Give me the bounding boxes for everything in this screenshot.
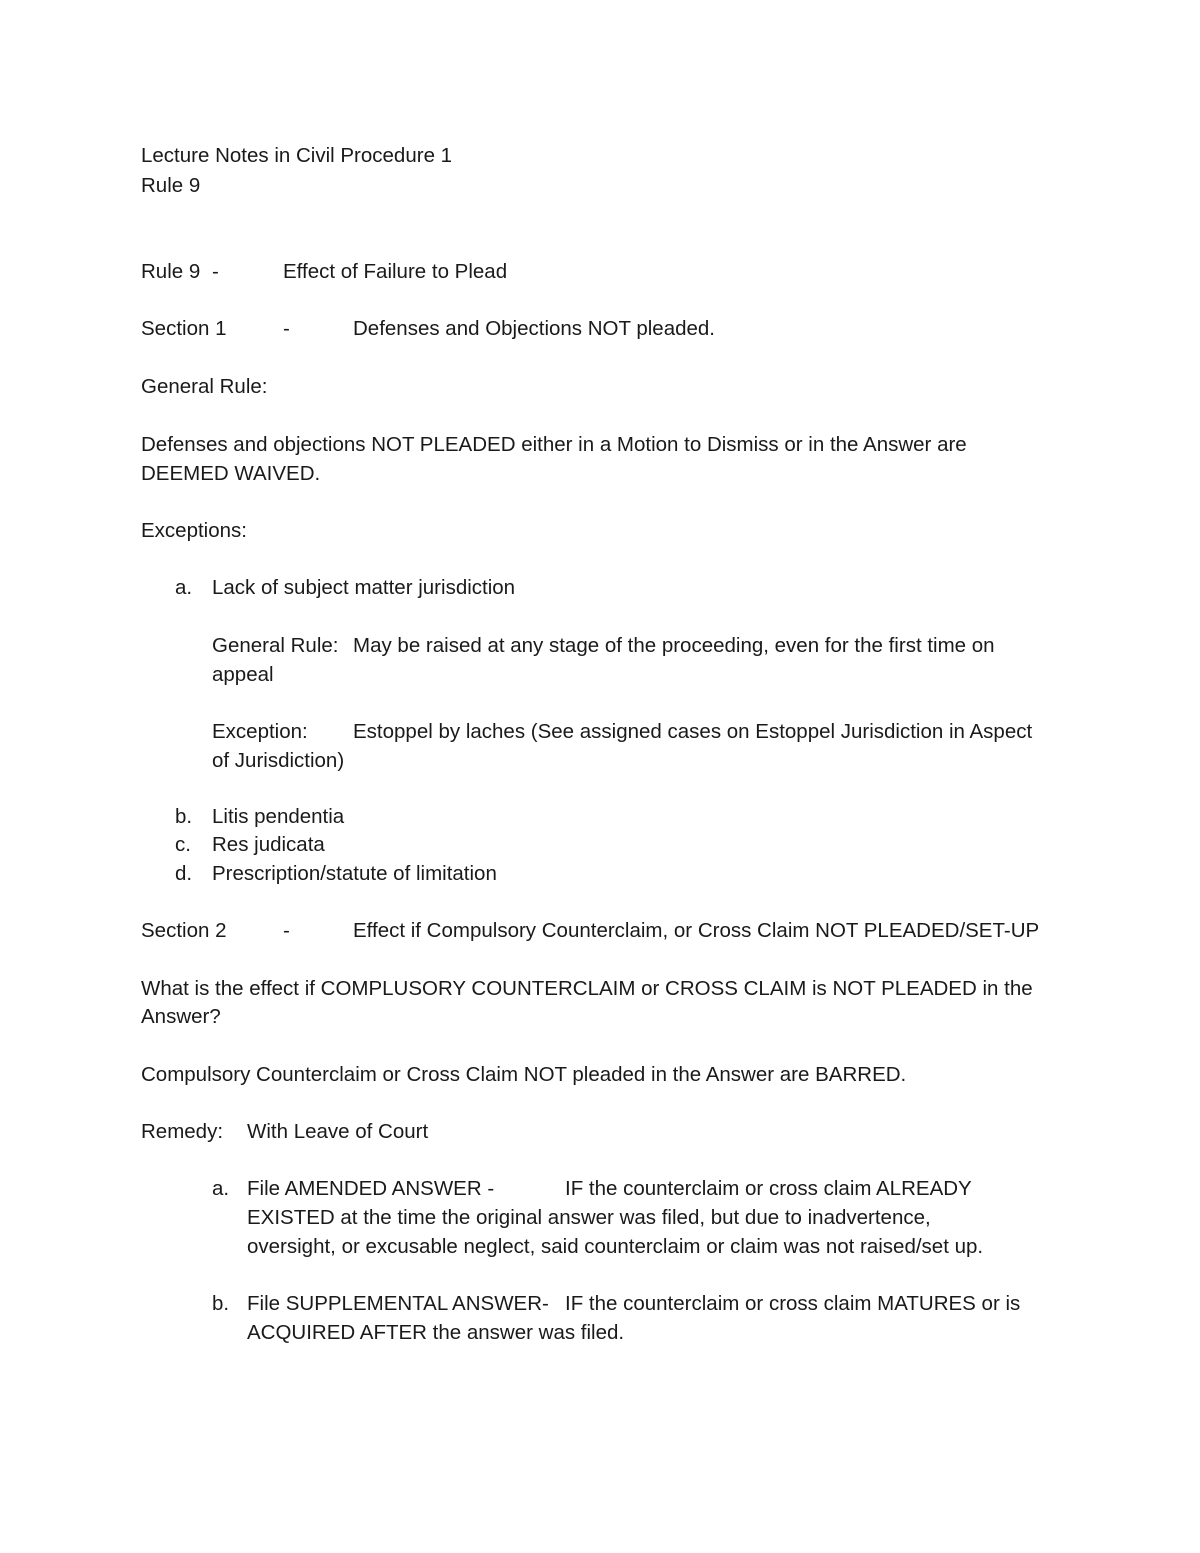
section2-title: Effect if Compulsory Counterclaim, or Cross Claim NOT PLEADED/SET-UP xyxy=(353,919,1040,942)
sub-exception-text-cont: of Jurisdiction) xyxy=(212,749,345,772)
list-marker: c. xyxy=(175,833,191,856)
sub-exception-text: Estoppel by laches (See assigned cases on Estoppel Jurisdiction in Aspect xyxy=(353,720,1033,743)
list-item: Res judicata xyxy=(212,833,325,856)
exceptions-heading: Exceptions: xyxy=(141,519,247,542)
remedy-text: With Leave of Court xyxy=(247,1120,429,1143)
section2-dash: - xyxy=(283,919,290,942)
list-item: Prescription/statute of limitation xyxy=(212,862,497,885)
rule-label: Rule 9 xyxy=(141,260,201,283)
list-marker: a. xyxy=(175,576,193,599)
answer-text: Compulsory Counterclaim or Cross Claim NOT pleaded in the Answer are BARRED. xyxy=(141,1063,907,1086)
remedy-item-head: File AMENDED ANSWER - xyxy=(247,1177,495,1200)
remedy-item-text: IF the counterclaim or cross claim MATURES or is xyxy=(565,1292,1021,1315)
general-rule-heading: General Rule: xyxy=(141,375,268,398)
section2-label: Section 2 xyxy=(141,919,227,942)
remedy-item-text-cont: ACQUIRED AFTER the answer was filed. xyxy=(247,1321,625,1344)
sub-general-rule-text: May be raised at any stage of the proceeding, even for the first time on xyxy=(353,634,995,657)
list-marker: b. xyxy=(175,805,193,828)
section1-title: Defenses and Objections NOT pleaded. xyxy=(353,317,716,340)
remedy-item-text-cont: EXISTED at the time the original answer was filed, but due to inadvertence, xyxy=(247,1206,931,1229)
remedy-item-head: File SUPPLEMENTAL ANSWER- xyxy=(247,1292,549,1315)
section1-label: Section 1 xyxy=(141,317,227,340)
document-subtitle: Rule 9 xyxy=(141,174,201,197)
section1-dash: - xyxy=(283,317,290,340)
list-item: Lack of subject matter jurisdiction xyxy=(212,576,516,599)
sub-general-rule-label: General Rule: xyxy=(212,634,339,657)
list-marker: a. xyxy=(212,1177,230,1200)
remedy-item-text: IF the counterclaim or cross claim ALREADY xyxy=(565,1177,972,1200)
sub-general-rule-text-cont: appeal xyxy=(212,663,274,686)
remedy-item-text-cont: oversight, or excusable neglect, said counterclaim or claim was not raised/set up. xyxy=(247,1235,984,1258)
list-marker: d. xyxy=(175,862,193,885)
list-item: Litis pendentia xyxy=(212,805,345,828)
rule-title: Effect of Failure to Plead xyxy=(283,260,508,283)
remedy-label: Remedy: xyxy=(141,1120,224,1143)
general-rule-text-line2: DEEMED WAIVED. xyxy=(141,462,321,485)
general-rule-text-line1: Defenses and objections NOT PLEADED either in a Motion to Dismiss or in the Answer are xyxy=(141,433,967,456)
document-title: Lecture Notes in Civil Procedure 1 xyxy=(141,144,453,167)
question-line2: Answer? xyxy=(141,1005,221,1028)
question-line1: What is the effect if COMPLUSORY COUNTERCLAIM or CROSS CLAIM is NOT PLEADED in the xyxy=(141,977,1033,1000)
sub-exception-label: Exception: xyxy=(212,720,308,743)
list-marker: b. xyxy=(212,1292,230,1315)
rule-dash: - xyxy=(212,260,219,283)
